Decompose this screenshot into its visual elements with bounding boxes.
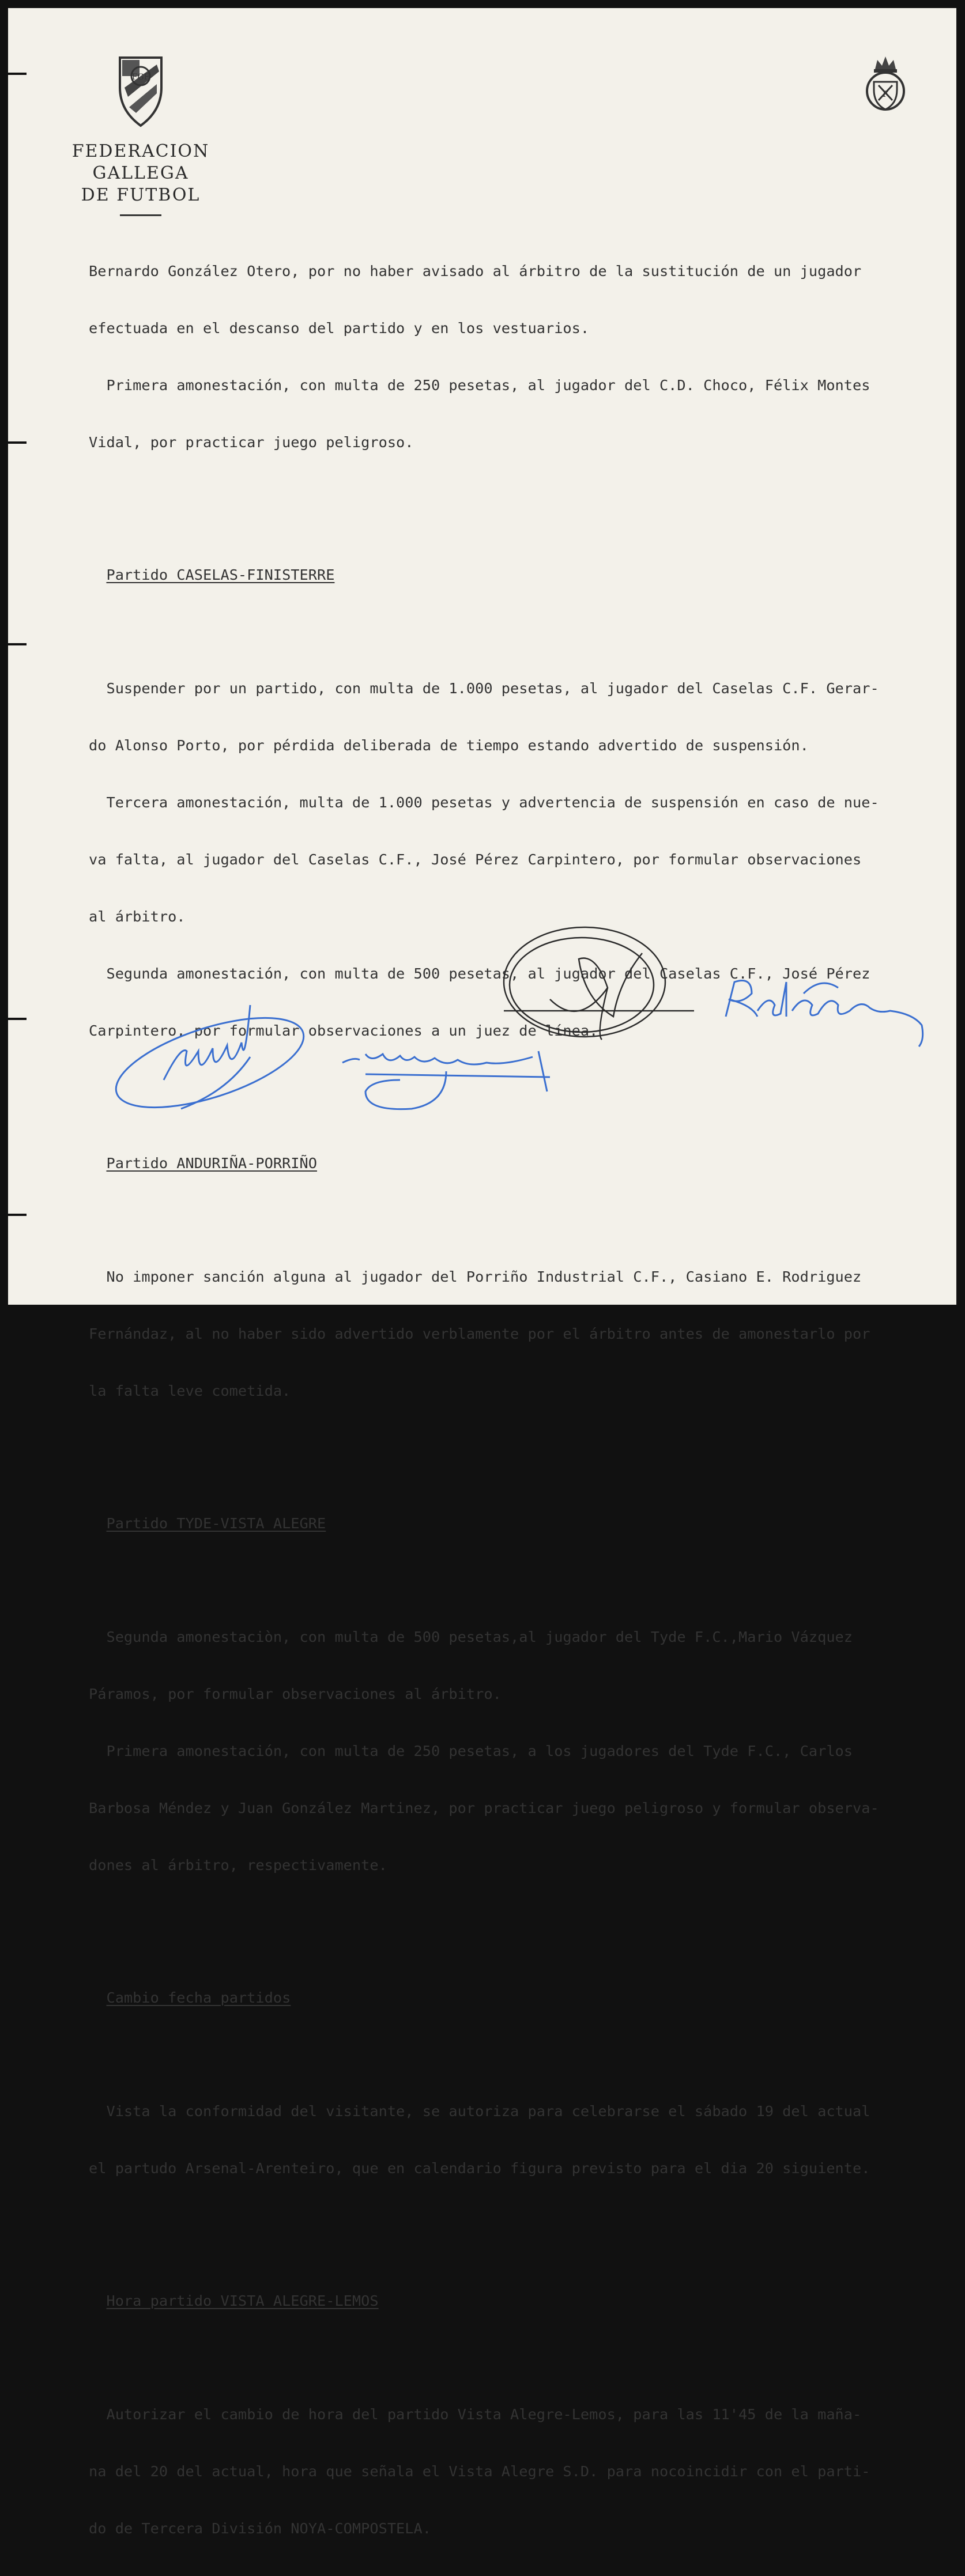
federation-name-line1: FEDERACION GALLEGA (71, 141, 210, 183)
section-line: el partudo Arsenal-Arenteiro, que en calendario figura previsto para el dia 20 siguiente. (89, 2160, 870, 2177)
intro-line: Primera amonestación, con multa de 250 pesetas, al jugador del C.D. Choco, Félix Montes (89, 377, 870, 394)
binder-hole-mark (8, 441, 27, 444)
intro-line: Bernardo González Otero, por no haber avisado al árbitro de la sustitución de un jugador (89, 263, 862, 279)
signature-3 (504, 927, 694, 1040)
signature-4 (726, 981, 923, 1047)
section-line: al árbitro. (89, 908, 186, 925)
section-line: Segunda amonestación, con multa de 500 pesetas, al jugador del Caselas C.F., José Pérez (89, 965, 870, 982)
intro-line: efectuada en el descanso del partido y en los vestuarios. (89, 320, 590, 337)
section-line: la falta leve cometida. (89, 1383, 291, 1399)
signatures-area (8, 919, 956, 1149)
intro-line: Vidal, por practicar juego peligroso. (89, 434, 414, 451)
section-line: Segunda amonestaciòn, con multa de 500 pesetas,al jugador del Tyde F.C.,Mario Vázquez (89, 1629, 853, 1645)
svg-text:F: F (883, 90, 888, 99)
section-title-hora-partido: Hora partido VISTA ALEGRE-LEMOS (106, 2292, 379, 2309)
resolution-text (89, 224, 965, 2576)
section-line: Fernándaz, al no haber sido advertido verblamente por el árbitro antes de amonestarlo por (89, 1325, 870, 1342)
letterhead-divider (120, 214, 161, 216)
signature-2 (342, 1051, 550, 1109)
section-line: dones al árbitro, respectivamente. (89, 1857, 387, 1874)
section-title-cambio-fecha: Cambio fecha partidos (106, 1989, 291, 2006)
document-page (8, 8, 956, 2537)
section-line: No imponer sanción alguna al jugador del Porriño Industrial C.F., Casiano E. Rodriguez (89, 1268, 862, 1285)
section-line: Tercera amonestación, multa de 1.000 pesetas y advertencia de suspensión en caso de nue- (89, 794, 879, 811)
letterhead (31, 53, 250, 216)
royal-crown-emblem-icon (861, 53, 910, 116)
signature-1 (106, 999, 314, 1125)
section-line: Barbosa Méndez y Juan González Martinez, por practicar juego peligroso y formular observa- (89, 1800, 879, 1816)
section-line: Suspender por un partido, con multa de 1.000 pesetas, al jugador del Caselas C.F. Gerar- (89, 680, 879, 697)
section-line: Primera amonestación, con multa de 250 pesetas, a los jugadores del Tyde F.C., Carlos (89, 1743, 853, 1759)
section-title-tyde-vista-alegre: Partido TYDE-VISTA ALEGRE (106, 1515, 326, 1532)
section-line: Autorizar el cambio de hora del partido Vista Alegre-Lemos, para las 11'45 de la maña- (89, 2406, 862, 2423)
shield-crest-icon (116, 53, 165, 128)
binder-hole-mark (8, 73, 27, 75)
section-line: do Alonso Porto, por pérdida deliberada de tiempo estando advertido de suspensión. (89, 737, 809, 754)
section-title-caselas-finisterre: Partido CASELAS-FINISTERRE (106, 566, 335, 583)
section-line: Páramos, por formular observaciones al árbitro. (89, 1686, 502, 1702)
section-line: do de Tercera División NOYA-COMPOSTELA. (89, 2520, 431, 2537)
binder-hole-mark (8, 1214, 27, 1216)
federation-name-line2: DE FUTBOL (81, 185, 201, 205)
section-line: Carpintero, por formular observaciones a un juez de línea. (89, 1022, 598, 1039)
section-title-andurina-porrino: Partido ANDURIÑA-PORRIÑO (106, 1155, 317, 1172)
section-line: Vista la conformidad del visitante, se autoriza para celebrarse el sábado 19 del actual (89, 2103, 870, 2120)
section-line: va falta, al jugador del Caselas C.F., José Pérez Carpintero, por formular observaciones (89, 851, 862, 868)
section-line: na del 20 del actual, hora que señala el Vista Alegre S.D. para nocoincidir con el parti- (89, 2463, 870, 2480)
binder-hole-mark (8, 643, 27, 645)
svg-text:FGF: FGF (131, 73, 150, 82)
